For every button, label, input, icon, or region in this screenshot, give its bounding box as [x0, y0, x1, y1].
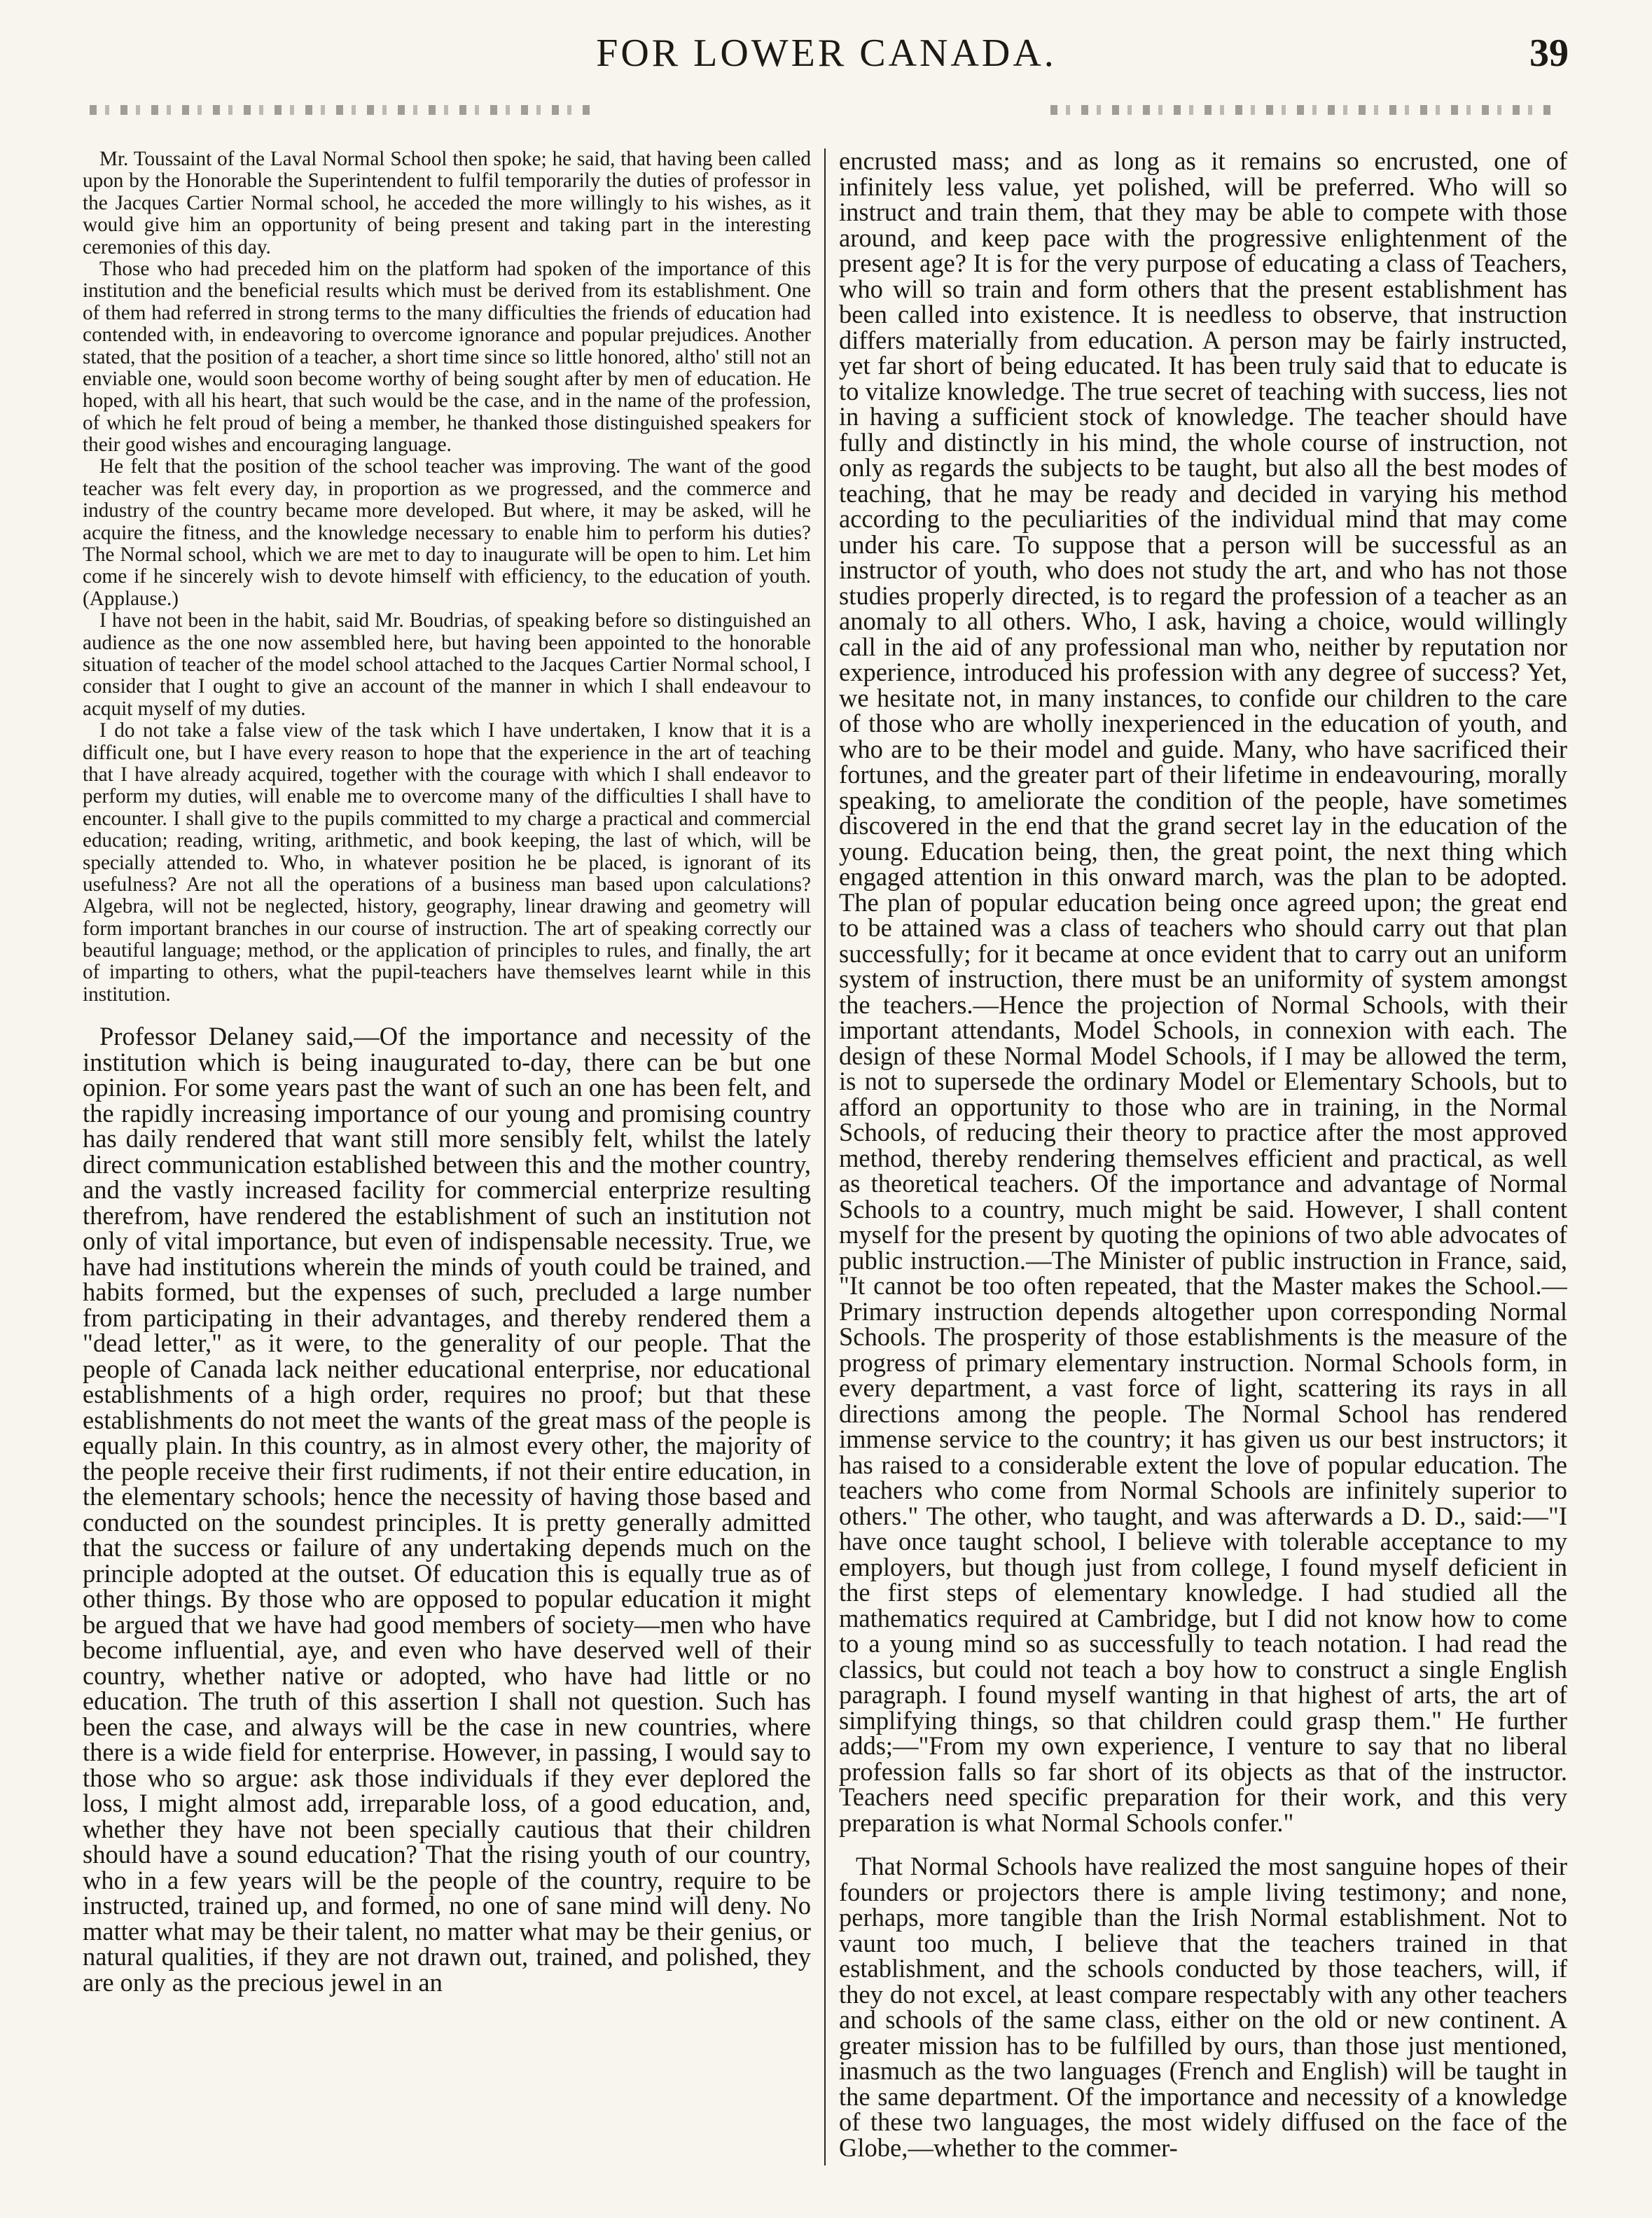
text-columns	[83, 148, 1567, 2179]
paragraph-normal-schools: That Normal Schools have realized the most sanguine hopes of their founders or projectors there is ample living testimony; and none, perhaps, more tangible than the Irish Normal establishment. Not to vaunt too much, I believe that the teachers trained in that establishment, and the schools conducted by those teachers, will, if they do not excel, at least compare respectably with any other teachers and schools of the same class, either on the old or new continent. A greater mission has to be fulfilled by ours, than those just mentioned, inasmuch as the two languages (French and English) will be taught in the same department. Of the importance and necessity of a knowledge of these two languages, the most widely diffused on the face of the Globe,—whether to the commer-	[839, 1852, 1567, 2162]
left-column	[83, 148, 811, 2179]
paragraph-encrusted: encrusted mass; and as long as it remains so encrusted, one of infinitely less value, yet polished, will be preferred. Who will so instruct and train them, that they may be able to compete with those around, and keep pace with the progressive enlightenment of the present age? It is for the very purpose of educating a class of Teachers, who will so train and form others that the present establishment has been called into existence. It is needless to observe, that instruction differs materially from education. A person may be fairly instructed, yet far short of being educated. It has been truly said that to educate is to vitalize knowledge. The true secret of teaching with success, lies not in having a sufficient stock of knowledge. The teacher should have fully and distinctly in his mind, the whole course of instruction, not only as regards the subjects to be taught, but also all the best modes of teaching, that he may be ready and decided in varying his method according to the peculiarities of the individual mind that may come under his care. To suppose that a person will be successful as an instructor of youth, who does not study the art, and who has not those studies properly directed, is to regard the profession of a teacher as an anomaly to all others. Who, I ask, having a choice, would willingly call in the aid of any professional man who, neither by reputation nor experience, introduced his profession with any degree of success? Yet, we hesitate not, in many instances, to confide our children to the care of those who are wholly inexperienced in the education of youth, and who are to be their model and guide. Many, who have sacrificed their fortunes, and the greater part of their lifetime in endeavouring, morally speaking, to ameliorate the condition of the people, have sometimes discovered in the end that the grand secret lay in the education of the young. Education being, then, the great point, the next thing which engaged attention in this onward march, was the plan to be adopted. The plan of popular education being once agreed upon; the great end to be attained was a class of teachers who should carry out that plan successfully; for it became at once evident that to carry out an uniform system of instruction, there must be an uniformity of system amongst the teachers.—Hence the projection of Normal Schools, with their important attendants, Model Schools, in connexion with each. The design of these Normal Model Schools, if I may be allowed the term, is not to supersede the ordinary Model or Elementary Schools, but to afford an opportunity to those who are in training, in the Normal Schools, of reducing their theory to practice after the most approved method, thereby rendering themselves efficient and practical, as well as theoretical teachers. Of the importance and advantage of Normal Schools to a country, much might be said. However, I shall content myself for the present by quoting the opinions of two able advocates of public instruction.—The Minister of public instruction in France, said, "It cannot be too often repeated, that the Master makes the School.—Primary instruction depends altogether upon corresponding Normal Schools. The prosperity of those establishments is the measure of the progress of primary elementary instruction. Normal Schools form, in every department, a vast force of light, scattering its rays in all directions among the people. The Normal School has rendered immense service to the country; it has given us our best instructors; it has raised to a considerable extent the love of popular education. The teachers who come from Normal Schools are infinitely superior to others." The other, who taught, and was afterwards a D. D., said:—"I have once taught school, I believe with tolerable acceptance to my employers, but though just from college, I found myself deficient in the first steps of elementary knowledge. I had studied all the mathematics required at Cambridge, but I did not know how to come to a young mind so as successfully to teach notation. I had read the classics, but could not teach a boy how to construct a single English paragraph. I found myself wanting in that highest of arts, the art of simplifying things, so that children could grasp them." He further adds;—"From my own experience, I venture to say that no liberal profession falls so far short of its objects as that of the instructor. Teachers need specific preparation for their work, and this very preparation is what Normal Schools confer."	[839, 148, 1567, 1837]
paragraph-delaney: Professor Delaney said,—Of the importance and necessity of the institution which is being inaugurated to-day, there can be but one opinion. For some years past the want of such an one has been felt, and the rapidly increasing importance of our young and promising country has daily rendered that want still more sensibly felt, whilst the lately direct communication established between this and the mother country, and the vastly increased facility for commercial enterprize resulting therefrom, have rendered the establishment of such an institution not only of vital importance, but even of indispensable necessity. True, we have had institutions wherein the minds of youth could be trained, and habits formed, but the expenses of such, precluded a large number from participating in their advantages, and thereby rendered them a "dead letter," as it were, to the generality of our people. That the people of Canada lack neither educational enterprise, nor educational establishments of a high order, requires no proof; but that these establishments do not meet the wants of the great mass of the people is equally plain. In this country, as in almost every other, the majority of the people receive their first rudiments, if not their entire education, in the elementary schools; hence the necessity of having those based and conducted on the soundest principles. It is pretty generally admitted that the success or failure of any undertaking depends much on the principle adopted at the outset. Of education this is equally true as of other things. By those who are opposed to popular education it might be argued that we have had good members of society—men who have become influential, aye, and even who have deserved well of their country, whether native or adopted, who have had little or no education. The truth of this assertion I shall not question. Such has been the case, and always will be the case in new countries, where there is a wide field for enterprise. However, in passing, I would say to those who so argue: ask those individuals if they ever deplored the loss, I might almost add, irreparable loss, of a good education, and, whether they have not been specially cautious that their children should have a sound education? That the rising youth of our country, who in a few years will be the people of the country, require to be instructed, trained up, and formed, no one of sane mind will deny. No matter what may be their talent, no matter what may be their genius, or natural qualities, if they are not drawn out, trained, and polished, they are only as the precious jewel in an	[83, 1022, 811, 1997]
paragraph-boudrias: I have not been in the habit, said Mr. Boudrias, of speaking before so distinguished an audience as the one now assembled here, but having been appointed to the honorable situation of teacher of the model school attached to the Jacques Cartier Normal school, I consider that I ought to give an account of the manner in which I shall endeavour to acquit myself of my duties.	[83, 609, 811, 720]
page-header	[84, 31, 1569, 87]
paragraph-position: He felt that the position of the school teacher was improving. The want of the good teacher was felt every day, in proportion as we progressed, and the commerce and industry of the country became more developed. But where, it may be asked, will he acquire the fitness, and the knowledge necessary to enable him to perform his duties? The Normal school, which we are met to day to inaugurate will be open to him. Let him come if he sincerely wish to devote himself with efficiency, to the education of youth. (Applause.)	[83, 455, 811, 610]
print-noise-left	[90, 105, 594, 115]
page-number: 39	[1529, 32, 1569, 75]
paragraph-platform: Those who had preceded him on the platform had spoken of the importance of this institution and the beneficial results which must be derived from its establishment. One of them had referred in strong terms to the many difficulties the friends of education had contended with, in endeavoring to overcome ignorance and popular prejudices. Another stated, that the position of a teacher, a short time since so little honored, altho' still not an enviable one, would soon become worthy of being sought after by men of education. He hoped, with all his heart, that such would be the case, and in the name of the profession, of which he felt proud of being a member, he thanked those distinguished speakers for their good wishes and encouraging language.	[83, 257, 811, 457]
paragraph-task: I do not take a false view of the task which I have undertaken, I know that it is a difficult one, but I have every reason to hope that the experience in the art of teaching that I have already acquired, together with the courage with which I shall endeavor to perform my duties, will enable me to overcome many of the difficulties I shall have to encounter. I shall give to the pupils committed to my charge a practical and commercial education; reading, writing, arithmetic, and book keeping, the last of which, will be specially attended to. Who, in whatever position he be placed, is ignorant of its usefulness? Are not all the operations of a business man based upon calculations? Algebra, will not be neglected, history, geography, linear drawing and geometry will form important branches in our course of instruction. The art of speaking correctly our beautiful language; method, or the application of principles to rules, and finally, the art of imparting to others, what the pupil-teachers have themselves learnt while in this institution.	[83, 719, 811, 1006]
right-column	[839, 148, 1567, 2179]
print-noise-right	[1050, 105, 1555, 115]
running-title: FOR LOWER CANADA.	[596, 32, 1057, 75]
paragraph-toussaint: Mr. Toussaint of the Laval Normal School then spoke; he said, that having been called upon by the Honorable the Superintendent to fulfil temporarily the duties of professor in the Jacques Cartier Normal school, he acceded the more willingly to his wishes, as it would give him an opportunity of being present and taking part in the interesting ceremonies of this day.	[83, 148, 811, 258]
